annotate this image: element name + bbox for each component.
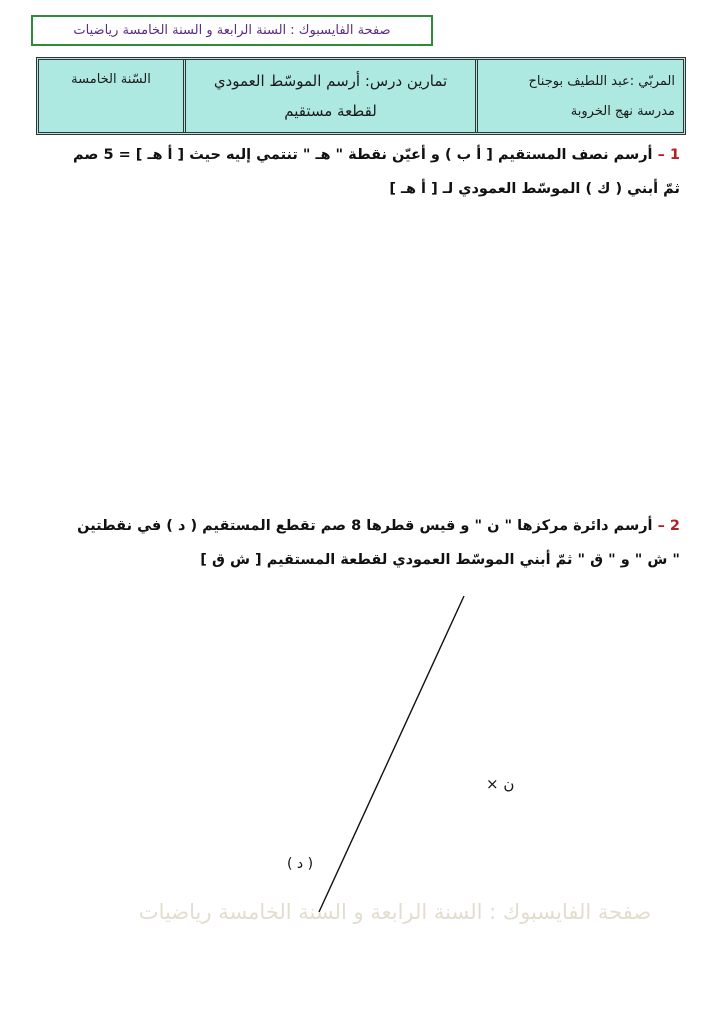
exercise1-text1: أرسم نصف المستقيم [ أ ب ) و أعيّن نقطة " هـ " تنتمي إليه حيث [ أ هـ ] = 5 صم bbox=[73, 147, 653, 163]
watermark: صفحة الفايسبوك : السنة الرابعة و السنة الخامسة رياضيات bbox=[138, 900, 652, 924]
exercise2-text2: " ش " و " ق " ثمّ أبني الموسّط العمودي لقطعة المستقيم [ ش ق ] bbox=[200, 552, 680, 568]
school-name: مدرسة نهج الخروبة bbox=[570, 103, 675, 119]
exercise1-number: 1 – bbox=[657, 147, 680, 163]
point-n-label: ن × bbox=[486, 775, 515, 793]
lesson-title-line1: تمارين درس: أرسم الموسّط العمودي bbox=[213, 72, 448, 90]
line-d bbox=[319, 596, 464, 912]
line-d-label: ( د ) bbox=[287, 856, 314, 872]
exercise2-number: 2 – bbox=[657, 518, 680, 534]
teacher-name: المربّي :عبد اللطيف بوجناح bbox=[528, 73, 675, 89]
banner-text: صفحة الفايسبوك : السنة الرابعة و السنة الخامسة رياضيات bbox=[73, 23, 391, 38]
lesson-title-line2: لقطعة مستقيم bbox=[284, 102, 377, 120]
exercise2-text1: أرسم دائرة مركزها " ن " و قيس قطرها 8 صم تقطع المستقيم ( د ) في نقطتين bbox=[77, 518, 653, 534]
exercise1-text2: ثمّ أبني ( ك ) الموسّط العمودي لـ [ أ هـ ] bbox=[389, 181, 680, 197]
grade-label: السّنة الخامسة bbox=[71, 72, 151, 87]
